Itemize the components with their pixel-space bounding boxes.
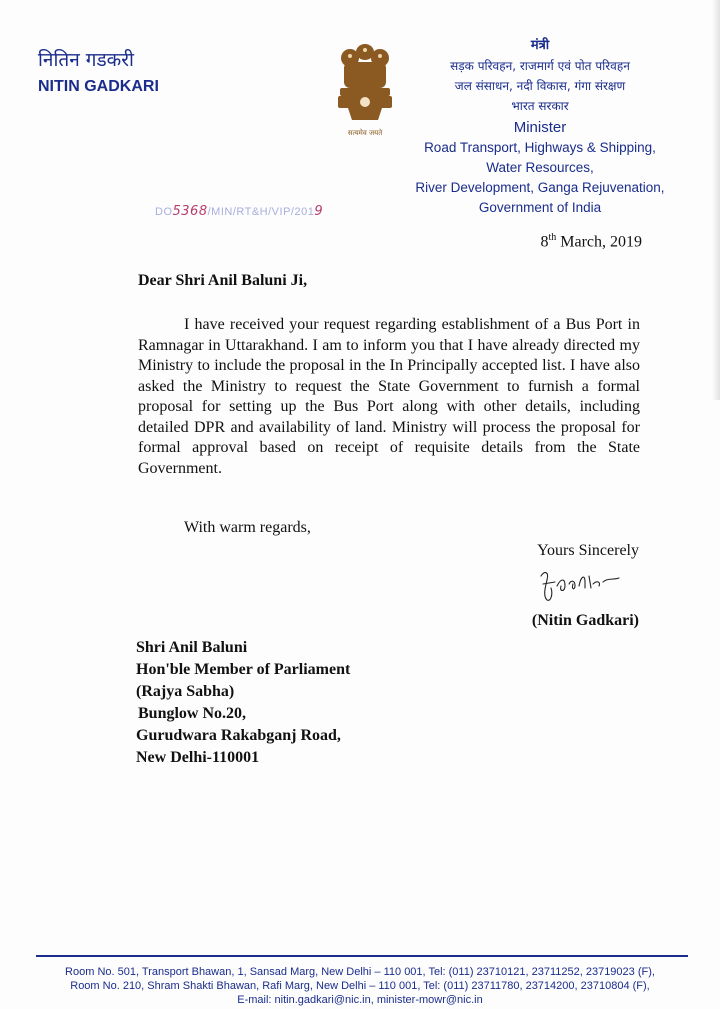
- date-ordinal: th: [548, 232, 557, 243]
- recipient-line: (Rajya Sabha): [136, 683, 235, 700]
- letter-date: [540, 232, 642, 251]
- ministry-block: [395, 36, 685, 218]
- ministry-english-line2: Water Resources,: [486, 160, 594, 175]
- signature: [535, 566, 625, 606]
- page-edge-shadow: [712, 0, 720, 400]
- name-english: NITIN GADKARI: [38, 78, 159, 95]
- title-hindi: मंत्री: [530, 38, 550, 53]
- ministry-english-line1: Road Transport, Highways & Shipping,: [424, 140, 656, 155]
- salutation: Dear Shri Anil Baluni Ji,: [138, 272, 308, 289]
- footer-line3: E-mail: nitin.gadkari@nic.in, minister-mowr@nic.in: [237, 994, 483, 1006]
- name-hindi: नितिन गडकरी: [38, 49, 134, 71]
- date-day: 8: [540, 233, 549, 251]
- title-english: Minister: [513, 119, 567, 136]
- reference-prefix: DO: [155, 206, 173, 218]
- recipient-line: Hon'ble Member of Parliament: [136, 661, 351, 678]
- recipient-line: Bunglow No.20,: [138, 705, 247, 722]
- govt-english: Government of India: [478, 200, 602, 215]
- footer-line1: Room No. 501, Transport Bhawan, 1, Sansad Marg, New Delhi – 110 001, Tel: (011) 23710121, 23711252, 23719023 (F),: [65, 966, 655, 978]
- closing-regards: With warm regards,: [184, 519, 311, 536]
- reference-handwritten-year: 9: [314, 204, 324, 219]
- national-emblem-icon: [330, 38, 400, 138]
- ministry-hindi-line1: सड़क परिवहन, राजमार्ग एवं पोत परिवहन: [450, 59, 630, 73]
- letter-body: I have received your request regarding establishment of a Bus Port in Ramnagar in Uttarakhand. I am to inform you that I have already directed my Ministry to include the proposal in the In Principally accepted list. I have also asked the Ministry to request the State Government to furnish a formal proposal for setting up the Bus Port along with other details, including detailed DPR and availability of land. Ministry will process the proposal for formal approval based on receipt of requisite details from the State Government.: [138, 316, 640, 477]
- ministry-english-line3: River Development, Ganga Rejuvenation,: [415, 180, 665, 195]
- yours-sincerely: Yours Sincerely: [537, 542, 639, 559]
- date-rest: March, 2019: [560, 233, 642, 251]
- recipient-line: New Delhi-110001: [136, 749, 260, 766]
- recipient-address: [136, 637, 350, 769]
- signer-name: (Nitin Gadkari): [531, 612, 639, 629]
- govt-hindi: भारत सरकार: [511, 99, 569, 113]
- reference-handwritten-number: 5368: [172, 204, 208, 219]
- emblem-motto: सत्यमेव जयते: [347, 129, 383, 137]
- reference-number: [155, 204, 323, 219]
- footer: [0, 965, 720, 1007]
- recipient-line: Shri Anil Baluni: [136, 639, 248, 656]
- reference-suffix: /MIN/RT&H/VIP/201: [207, 206, 315, 218]
- recipient-line: Gurudwara Rakabganj Road,: [136, 727, 341, 744]
- ministry-hindi-line2: जल संसाधन, नदी विकास, गंगा संरक्षण: [454, 79, 626, 93]
- footer-divider: [36, 955, 688, 957]
- footer-line2: Room No. 210, Shram Shakti Bhawan, Rafi Marg, New Delhi – 110 001, Tel: (011) 23711780, 23714200, 23710804 (F),: [70, 980, 650, 992]
